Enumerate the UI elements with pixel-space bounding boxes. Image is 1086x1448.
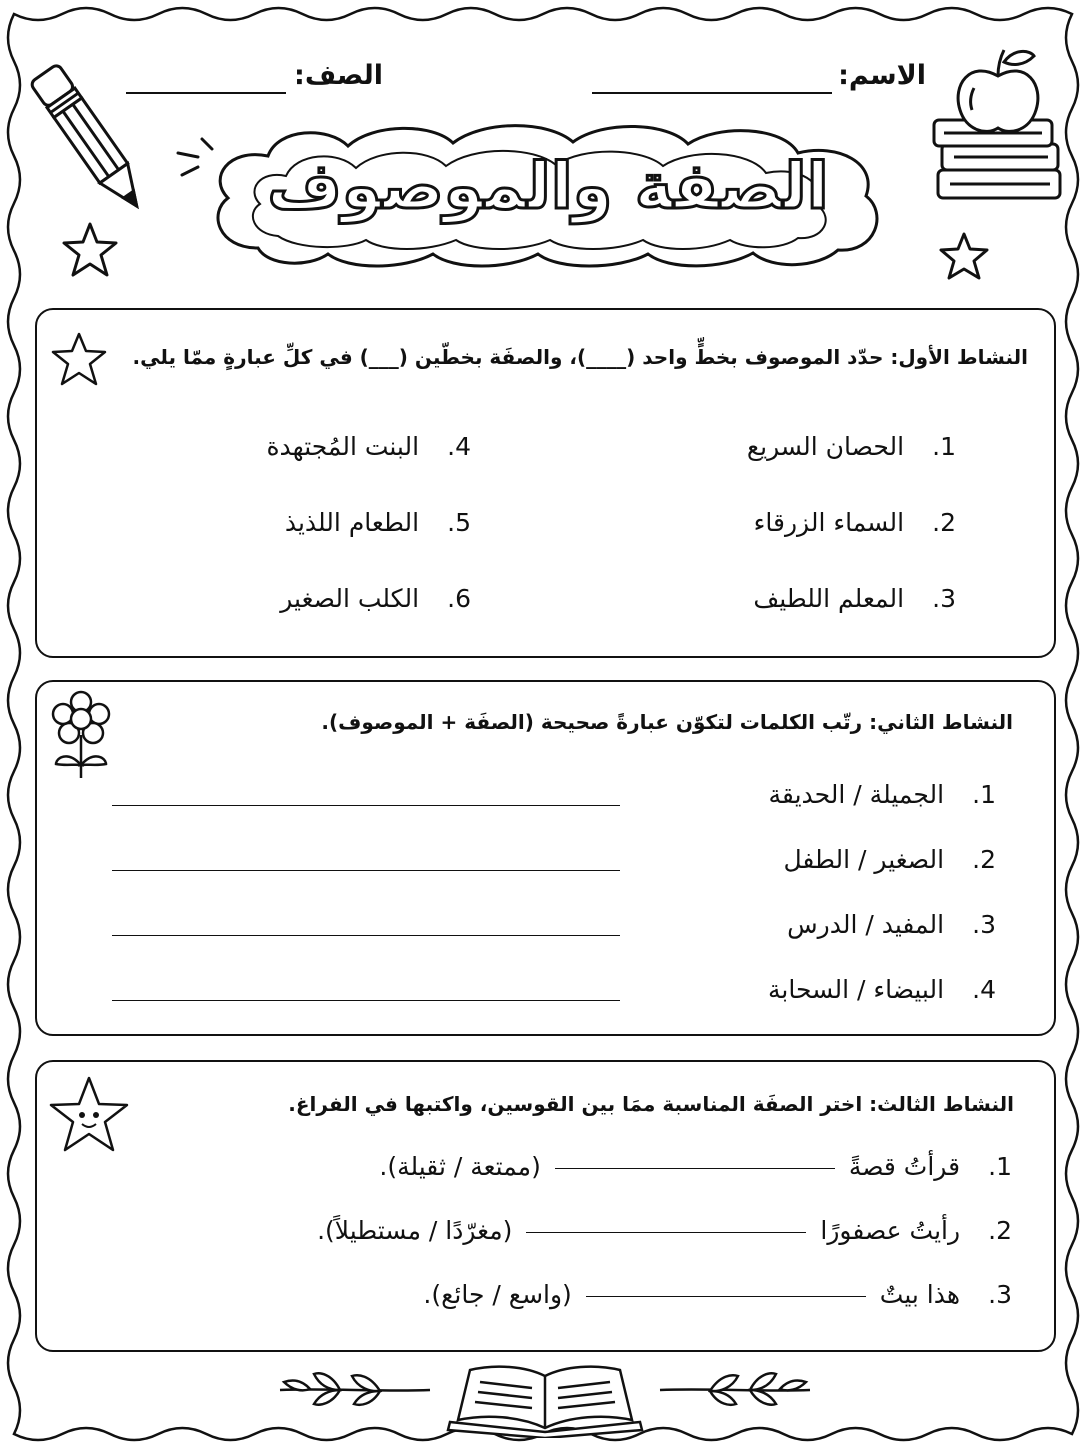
activity2-answer-line-4[interactable] [112, 1000, 620, 1001]
activity2-item-1: 1. الجميلة / الحديقة [768, 780, 996, 809]
activity2-answer-line-3[interactable] [112, 935, 620, 936]
activity1-item-6: 6. الكلب الصغير [280, 584, 471, 613]
apple-books-icon [930, 40, 1065, 210]
activity2-answer-line-1[interactable] [112, 805, 620, 806]
activity3-item-1: 1. قرأتُ قصةً(ممتعة / ثقيلة). [379, 1152, 1012, 1181]
activity2-item-2: 2. الصغير / الطفل [783, 845, 996, 874]
activity1-item-3: 3. المعلم اللطيف [753, 584, 956, 613]
smiling-star-icon [44, 1072, 134, 1158]
open-book-icon [270, 1358, 820, 1438]
pencil-icon [28, 50, 158, 230]
activity1-item-4: 4. البنت المُجتهدة [266, 432, 471, 461]
activity3-blank-1[interactable] [555, 1168, 835, 1169]
flower-icon [48, 690, 114, 782]
activity2-instruction: النشاط الثاني: رتّب الكلمات لتكوّن عبارةً صحيحة (الصفَة + الموصوف). [321, 710, 1013, 734]
name-label: الاسم: [838, 60, 926, 91]
star-icon-left [58, 220, 122, 282]
activity3-item-2: 2. رأيتُ عصفورًا(مغرّدًا / مستطيلاً). [317, 1216, 1012, 1245]
name-field[interactable] [592, 92, 832, 94]
activity3-item-3: 3. هذا بيتٌ(واسع / جائع). [423, 1280, 1012, 1309]
activity3-blank-3[interactable] [586, 1296, 866, 1297]
activity1-item-2: 2. السماء الزرقاء [753, 508, 956, 537]
activity3-blank-2[interactable] [526, 1232, 806, 1233]
page-title: الصفة والموصوف [267, 150, 829, 224]
activity2-answer-line-2[interactable] [112, 870, 620, 871]
activity1-instruction: النشاط الأول: حدّد الموصوف بخطٍّ واحد (____)، والصفَة بخطّين (___) في كلِّ عبارةٍ ممّا يلي. [132, 345, 1028, 369]
activity1-item-5: 5. الطعام اللذيذ [284, 508, 471, 537]
star-icon-right [936, 230, 992, 284]
star-outline-icon [48, 330, 110, 390]
activity2-item-3: 3. المفيد / الدرس [787, 910, 996, 939]
activity3-instruction: النشاط الثالث: اختر الصفَة المناسبة ممَا بين القوسين، واكتبها في الفراغ. [288, 1092, 1014, 1116]
class-label: الصف: [294, 60, 383, 91]
activity2-item-4: 4. البيضاء / السحابة [768, 975, 996, 1004]
activity1-item-1: 1. الحصان السريع [746, 432, 956, 461]
